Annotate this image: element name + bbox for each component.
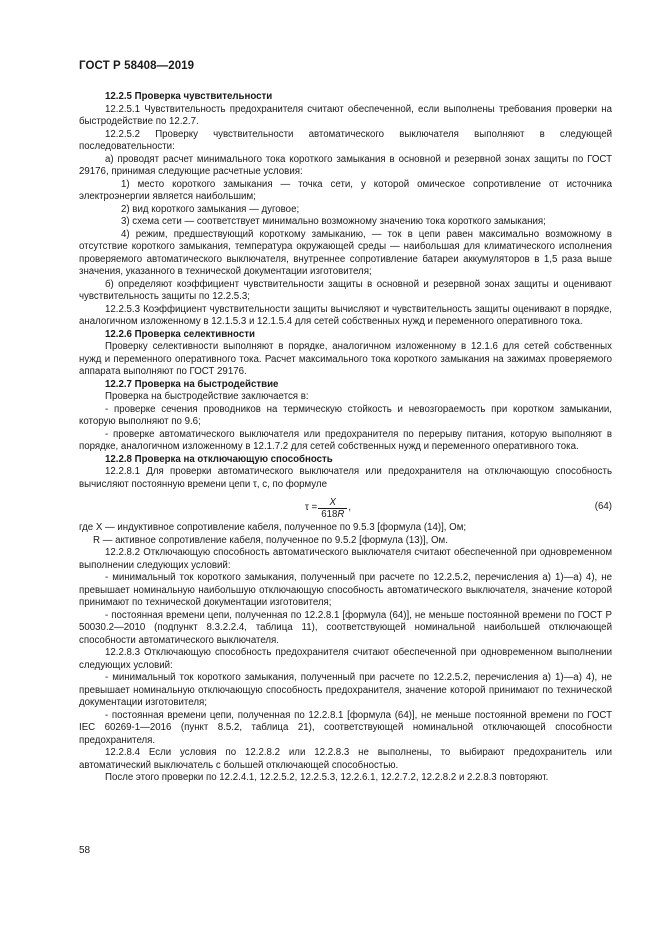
formula-number: (64) xyxy=(594,501,612,512)
paragraph: - проверке автоматического выключателя или предохранителя по перерыву питания, которую выполняют в порядке, аналогичном изложенному в 12.1.7.2 для сетей собственных нужд и переменного оперативного тока. xyxy=(79,428,612,452)
page-number: 58 xyxy=(79,845,91,856)
paragraph: 12.2.5.3 Коэффициент чувствительности защиты вычисляют и чувствительность защиты оценивают в порядке, аналогичном изложенному в 12.1.5.3 и 12.1.5.4 для сетей собственных нужд и переменного оперативного тока. xyxy=(79,303,612,327)
paragraph: - минимальный ток короткого замыкания, полученный при расчете по 12.2.5.2, перечисления а) 1)—а) 4), не превышает номинальную наибольшую отключающую способность автоматического выключателя, значение которой принимают по технической документации изготовителя; xyxy=(79,572,612,608)
paragraph: - постоянная времени цепи, полученная по 12.2.8.1 [формула (64)], не меньше постоянной времени по ГОСТ Р 50030.2—2010 (подпункт 8.3.2.2.4, таблица 11), соответствующей номинальной наибольшей отключающей способности автоматического выключателя. xyxy=(79,609,612,646)
section-heading: 12.2.6 Проверка селективности xyxy=(105,328,255,340)
formula-64 xyxy=(79,492,612,520)
paragraph: - постоянная времени цепи, полученная по 12.2.8.1 [формула (64)], не меньше постоянной времени по ГОСТ IEC 60269-1—2016 (пункт 8.5.2, таблица 21), соответствующей номинальной отключающей способности предохранителя. xyxy=(79,709,612,746)
list-item: 2) вид короткого замыкания — дуговое; xyxy=(121,203,300,215)
document-body xyxy=(79,91,612,785)
formula-denominator xyxy=(318,508,347,520)
paragraph: После этого проверки по 12.2.4.1, 12.2.5.2, 12.2.5.3, 12.2.6.1, 12.2.7.2, 12.2.8.2 и 2.2.8.3 повторяют. xyxy=(105,772,549,783)
formula-denominator-text: 618R xyxy=(321,509,345,520)
paragraph: Проверка на быстродействие заключается в: xyxy=(105,391,309,402)
formula-numerator: X xyxy=(329,497,336,508)
paragraph: 12.2.8.1 Для проверки автоматического выключателя или предохранителя на отключающую способность вычисляют постоянную времени цепи τ, с, по формуле xyxy=(79,466,612,490)
variable-definition: R — активное сопротивление кабеля, полученное по 9.5.2 [формула (13)], Ом. xyxy=(93,534,448,546)
paragraph: 12.2.5.2 Проверку чувствительности автоматического выключателя выполняют в следующей последовательности: xyxy=(79,128,612,152)
paragraph: 12.2.8.4 Если условия по 12.2.8.2 или 12.2.8.3 не выполнены, то выбирают предохранитель или автоматический выключатель с большей отключающей способностью. xyxy=(79,747,612,771)
formula-tail: , xyxy=(348,502,352,514)
list-item: 1) место короткого замыкания — точка сети, у которой омическое сопротивление от источника электроэнергии является наибольшим; xyxy=(79,178,612,202)
paragraph: - проверке сечения проводников на термическую стойкость и невозгораемость при коротком замыкании, которую выполняют по 9.6; xyxy=(79,403,612,427)
paragraph: 12.2.8.3 Отключающую способность предохранителя считают обеспеченной при одновременном выполнении следующих условий: xyxy=(79,647,612,671)
section-heading: 12.2.8 Проверка на отключающую способность xyxy=(105,453,333,465)
paragraph: а) проводят расчет минимального тока короткого замыкания в основной и резервной зонах защиты по ГОСТ 29176, принимая следующие расчетные условия: xyxy=(79,153,612,177)
list-item: 4) режим, предшествующий короткому замыканию, — ток в цепи равен максимально возможному в отсутствие короткого замыкания, температура окружающей среды — наибольшая для климатического исполнения проверяемого автоматического выключателя, внутреннее сопротивление батареи аккумуляторов в 1,5 раза выше значения, указанного в технической документации изготовителя; xyxy=(79,228,612,277)
paragraph: Проверку селективности выполняют в порядке, аналогичном изложенному в 12.1.6 для сетей собственных нужд и переменного оперативного тока. Расчет максимального тока короткого замыкания на зажимах проверяемого аппарата выполняют по ГОСТ 29176. xyxy=(79,341,612,377)
paragraph: - минимальный ток короткого замыкания, полученный при расчете по 12.2.5.2, перечисления а) 1)—а) 4), не превышает номинальную отключающую способность предохранителя, значение которой принимают по технической документации изготовителя; xyxy=(79,672,612,708)
paragraph: 12.2.8.2 Отключающую способность автоматического выключателя считают обеспеченной при одновременном выполнении следующих условий: xyxy=(79,547,612,571)
document-header: ГОСТ Р 58408—2019 xyxy=(79,60,195,72)
section-heading: 12.2.7 Проверка на быстродействие xyxy=(105,378,279,390)
list-item: 3) схема сети — соответствует минимально возможному значению тока короткого замыкания; xyxy=(121,216,546,227)
formula-expression xyxy=(305,497,351,520)
formula-fraction xyxy=(318,497,347,520)
paragraph: 12.2.5.1 Чувствительность предохранителя считают обеспеченной, если выполнены требования проверки на быстродействие по 12.2.7. xyxy=(79,103,612,127)
section-heading: 12.2.5 Проверка чувствительности xyxy=(105,91,273,102)
paragraph: б) определяют коэффициент чувствительности защиты в основной и резервной зонах защиты и оценивают чувствительность защиты по 12.2.5.3; xyxy=(79,278,612,302)
variable-definition: где X — индуктивное сопротивление кабеля, полученное по 9.5.3 [формула (14)], Ом; xyxy=(79,522,467,533)
formula-lhs: τ = xyxy=(305,502,318,514)
